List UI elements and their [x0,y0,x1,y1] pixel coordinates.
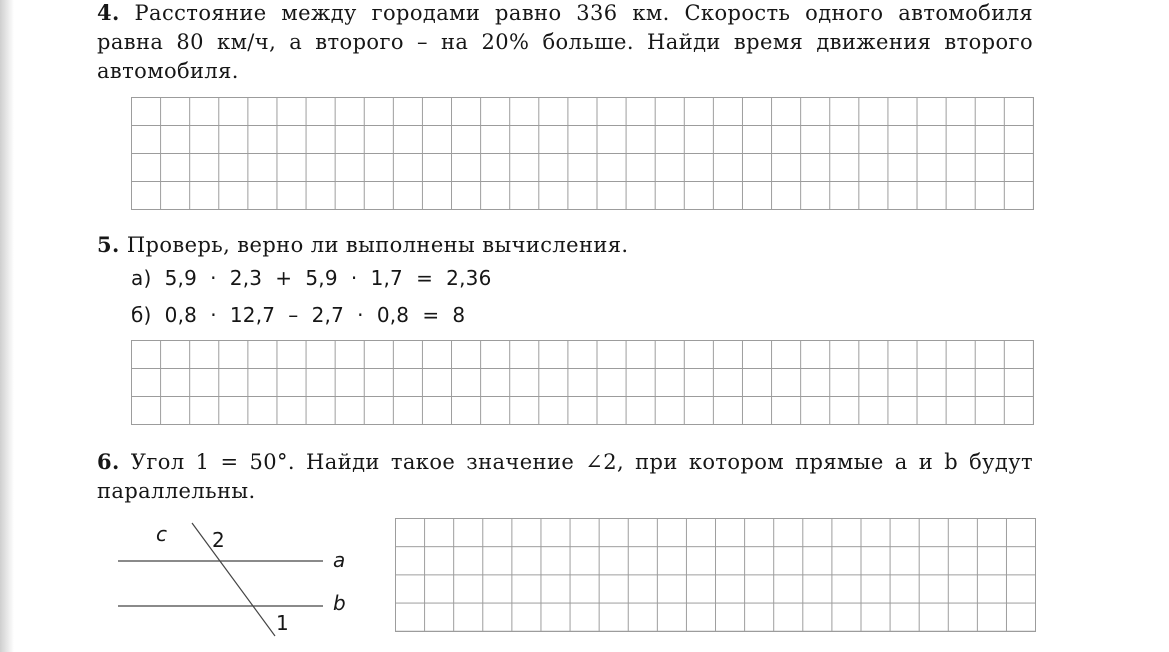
problem-5-item-b-label: б) [131,303,152,327]
problem-6-number: 6. [97,449,120,474]
problem-4-number: 4. [97,0,120,25]
problem-5-item-a-expression: 5,9 · 2,3 + 5,9 · 1,7 = 2,36 [164,266,492,290]
problem-5-number: 5. [97,232,120,257]
label-b: b [333,591,346,615]
problem-5-item-b [131,303,465,327]
line-c [192,523,275,636]
label-angle-2: 2 [212,528,225,552]
problem-6-statement: Угол 1 = 50°. Найди такое значение ∠2, при котором прямые a и b будут параллельны. [97,450,1033,503]
problem-6-text [97,447,1033,506]
label-a: a [333,548,346,572]
problem-5-item-a [131,266,492,290]
problem-5-text [97,230,1033,260]
answer-grid-6[interactable] [395,518,1036,632]
problem-5-item-b-expression: 0,8 · 12,7 – 2,7 · 0,8 = 8 [164,303,466,327]
problem-5-item-a-label: а) [131,266,152,290]
answer-grid-5[interactable] [131,340,1034,425]
parallel-lines-diagram [110,518,370,643]
label-c: c [156,522,167,546]
problem-5-statement: Проверь, верно ли выполнены вычисления. [126,233,629,257]
problem-4-statement: Расстояние между городами равно 336 км. Скорость одного автомобиля равна 80 км/ч, а второго – на 20% больше. Найди время движения второго автомобиля. [97,1,1034,83]
page-edge-shadow [0,0,14,652]
problem-4-text [97,0,1033,86]
answer-grid-4[interactable] [131,97,1034,210]
label-angle-1: 1 [276,611,289,635]
